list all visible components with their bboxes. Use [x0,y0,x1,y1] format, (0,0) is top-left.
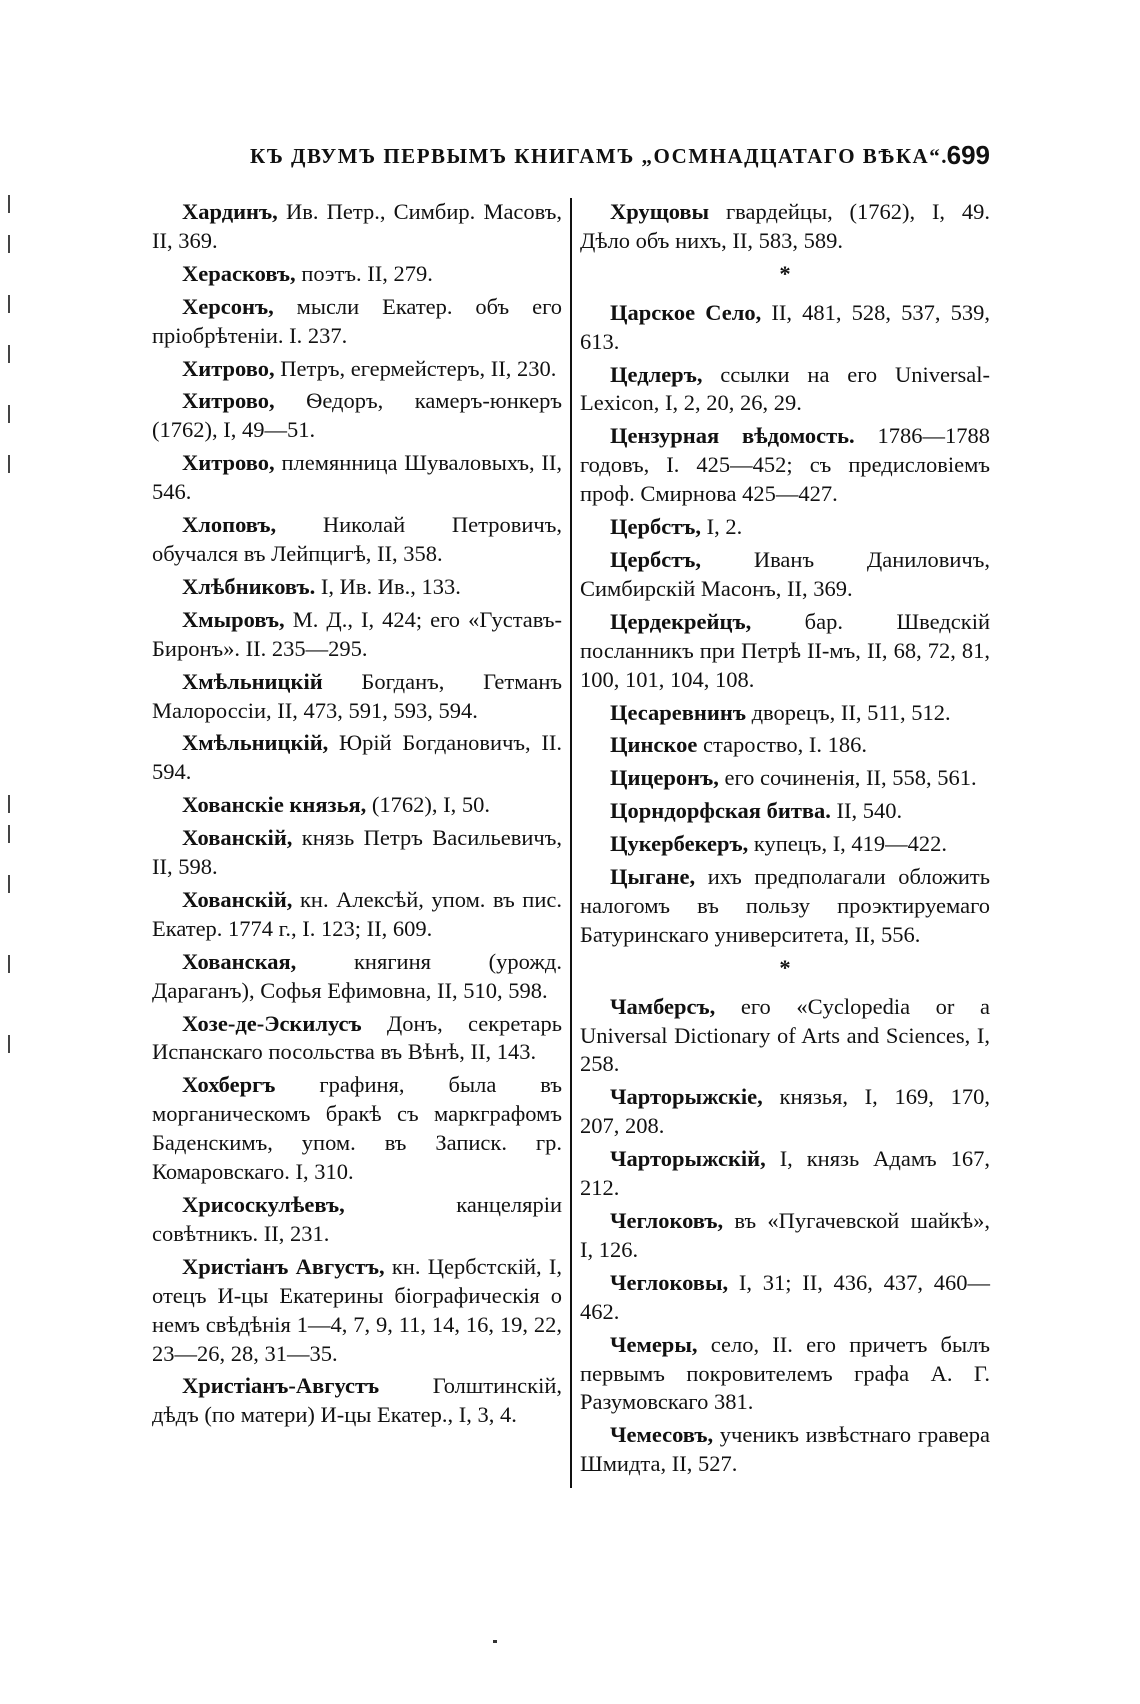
index-entry [580,1421,990,1479]
index-entry [152,824,562,882]
entry-text: староство, I. 186. [697,732,868,758]
entry-headword: Херасковъ, [182,260,296,286]
entry-headword: Цыгане, [610,864,696,890]
entry-headword: Хованскій, [182,886,293,912]
entry-text: II, 481, 528, 537, 539, 613. [580,299,990,354]
entry-headword: Хитрово, [182,355,275,381]
entry-text: гвардейцы, (1762), I, 49. Дѣло объ нихъ, II, 583, 589. [580,199,990,253]
column-divider [570,198,572,1488]
entry-text: канцеляріи совѣтникъ. II, 231. [152,1192,562,1246]
entry-headword: Хмыровъ, [182,606,285,632]
index-entry [580,764,990,793]
page-header [250,140,990,176]
entry-headword: Хрущовы [610,199,710,224]
ink-speck [493,1640,497,1643]
entry-text: Донъ, секретарь Испанскаго посольства въ Вѣнѣ, II, 143. [152,1010,562,1065]
entry-headword: Цербстъ, [610,546,702,572]
entry-headword: Чарторыжскіе, [610,1084,763,1110]
index-entry [580,863,990,950]
entry-text: бар. Шведскій посланникъ при Петрѣ II-мъ, II, 68, 72, 81, 100, 101, 104, 108. [580,608,990,692]
entry-headword: Хмѣльницкій [182,668,323,694]
index-entry [152,1253,562,1369]
index-entry [152,260,562,289]
entry-headword: Цердекрейцъ, [610,608,752,634]
entry-headword: Хохбергъ [182,1072,276,1098]
entry-text: кн. Алексѣй, упом. въ пис. Екатер. 1774 г., I. 123; II, 609. [152,886,562,941]
index-entry [152,511,562,569]
entry-headword: Хардинъ, [182,199,278,224]
entry-headword: Хозе-де-Эскилусъ [182,1010,362,1036]
index-entry [580,1331,990,1418]
entry-headword: Чемесовъ, [610,1422,714,1448]
index-entry [152,1071,562,1187]
entry-headword: Цензурная вѣдомость. [610,423,855,449]
entry-text: князь Петръ Васильевичъ, II, 598. [152,825,562,880]
entry-headword: Цицеронъ, [610,765,719,791]
entry-text: I, князь Адамъ 167, 212. [580,1146,990,1201]
entry-text: I, 31; II, 436, 437, 460—462. [580,1269,990,1324]
index-entry [580,546,990,604]
entry-text: ихъ предполагали обложить налогомъ въ пользу проэктируемаго Батуринскаго университета, II, 556. [580,864,990,947]
entry-headword: Христіанъ-Августъ [182,1373,380,1399]
entry-text: Иванъ Даниловичъ, Симбирскій Масонъ, II, 369. [580,546,990,601]
entry-headword: Цорндорфская битва. [610,798,831,824]
index-entry [580,797,990,826]
index-entry [580,699,990,728]
entry-text: Петръ, егермейстеръ, II, 230. [274,355,557,381]
entry-headword: Чеглоковъ, [610,1208,724,1233]
index-entry [152,198,562,256]
entry-text: его сочиненія, II, 558, 561. [718,765,977,791]
index-entry [152,293,562,351]
entry-headword: Чемеры, [610,1331,698,1357]
entry-text: II, 540. [830,798,903,824]
entry-text: князья, I, 169, 170, 207, 208. [580,1084,990,1139]
entry-text: мысли Екатер. объ его пріобрѣтеніи. I. 237. [152,293,562,348]
entry-headword: Хлѣбниковъ. [182,573,316,599]
index-entry [152,948,562,1006]
index-entry [152,886,562,944]
index-entry [152,355,562,384]
left-column [152,198,562,1434]
entry-headword: Цесаревнинъ [610,699,746,725]
margin-marks [8,195,18,1075]
index-entry [580,361,990,419]
entry-text: Богданъ, Гетманъ Малороссіи, II, 473, 591, 593, 594. [152,668,562,723]
running-title: КЪ ДВУМЪ ПЕРВЫМЪ КНИГАМЪ „ОСМНАДЦАТАГО ВѢКА“. [250,144,948,168]
index-entry [152,573,562,602]
entry-text: княгиня (урожд. Дараганъ), Софья Ефимовна, II, 510, 598. [152,948,562,1003]
index-entry [580,993,990,1080]
entry-text: въ «Пугачевской шайкѣ», I, 126. [580,1208,990,1262]
index-entry [580,731,990,760]
entry-headword: Хлоповъ, [182,512,277,538]
entry-text: его «Cyclopedia or a Universal Dictionary of Arts and Sciences, I, 258. [580,993,990,1077]
index-entry [580,1207,990,1265]
entry-text: Голштинскій, дѣдъ (по матери) И-цы Екатер., I, 3, 4. [152,1373,562,1428]
index-entry [580,1145,990,1203]
index-entry [580,1269,990,1327]
index-entry [152,449,562,507]
entry-text: графиня, была въ морганическомъ бракѣ съ маркграфомъ Баденскимъ, упом. въ Записк. гр. Комаровскаго. I, 310. [152,1072,562,1185]
entry-text: кн. Цербстскій, I, отецъ И-цы Екатерины біографическія о немъ свѣдѣнія 1—4, 7, 9, 11, 14, 16, 19, 22, 23—26, 28, 31—35. [152,1253,563,1366]
entry-headword: Чамберсъ, [610,993,716,1019]
page-number: 699 [946,140,990,170]
index-entry [152,729,562,787]
section-asterisk: * [779,954,791,980]
entry-headword: Хованскій, [182,825,293,851]
entry-text: Ив. Петр., Симбир. Масовъ, II, 369. [152,199,562,253]
entry-text: Ѳедоръ, камеръ-юнкеръ (1762), I, 49—51. [152,388,562,443]
entry-headword: Хитрово, [182,388,275,414]
entry-headword: Хованскіе князья, [182,792,367,818]
index-entry [580,422,990,509]
entry-text: дворецъ, II, 511, 512. [745,699,951,725]
entry-headword: Херсонъ, [182,293,274,319]
entry-headword: Чеглоковы, [610,1269,729,1295]
entry-headword: Христіанъ Августъ, [182,1253,385,1279]
entry-text: ученикъ извѣстнаго гравера Шмидта, II, 527. [580,1422,990,1477]
index-entry [580,1083,990,1141]
entry-text: ссылки на его Universal-Lexicon, I, 2, 20, 26, 29. [580,361,990,416]
entry-headword: Цукербекеръ, [610,831,749,857]
entry-headword: Хрисоскулѣевъ, [182,1192,345,1217]
entry-text: 1786—1788 годовъ, I. 425—452; съ предисловіемъ проф. Смирнова 425—427. [580,423,990,507]
index-entry [152,791,562,820]
index-entry [152,1372,562,1430]
entry-headword: Чарторыжскій, [610,1146,766,1172]
entry-headword: Цедлеръ, [610,361,703,387]
entry-headword: Хитрово, [182,450,275,476]
entry-headword: Хованская, [182,948,297,974]
index-entry [152,606,562,664]
entry-text: Юрій Богдановичъ, II. 594. [152,730,562,785]
entry-text: М. Д., I, 424; его «Густавъ-Биронъ». II. 235—295. [152,606,562,661]
right-column [580,198,990,1483]
index-entry [580,299,990,357]
entry-text: (1762), I, 50. [366,792,490,818]
entry-text: поэтъ. II, 279. [295,260,433,286]
index-entry [152,387,562,445]
section-asterisk: * [779,260,791,286]
entry-text: Николай Петровичъ, обучался въ Лейпцигѣ, II, 358. [152,512,562,566]
entry-headword: Цербстъ, [610,514,702,540]
entry-text: село, II. его причетъ былъ первымъ покровителемъ графа А. Г. Разумовскаго 381. [580,1331,990,1415]
index-entry [580,198,990,256]
index-entry [152,1010,562,1068]
index-entry [152,668,562,726]
entry-headword: Цинское [610,732,698,758]
entry-text: I, 2. [701,514,743,540]
index-entry [580,608,990,695]
index-entry [152,1191,562,1249]
index-entry [580,513,990,542]
entry-text: племянница Шуваловыхъ, II, 546. [152,450,562,505]
entry-text: I, Ив. Ив., 133. [315,573,461,599]
entry-text: купецъ, I, 419—422. [748,831,948,857]
entry-headword: Хмѣльницкій, [182,730,329,756]
index-entry [580,830,990,859]
entry-headword: Царское Село, [610,299,762,325]
